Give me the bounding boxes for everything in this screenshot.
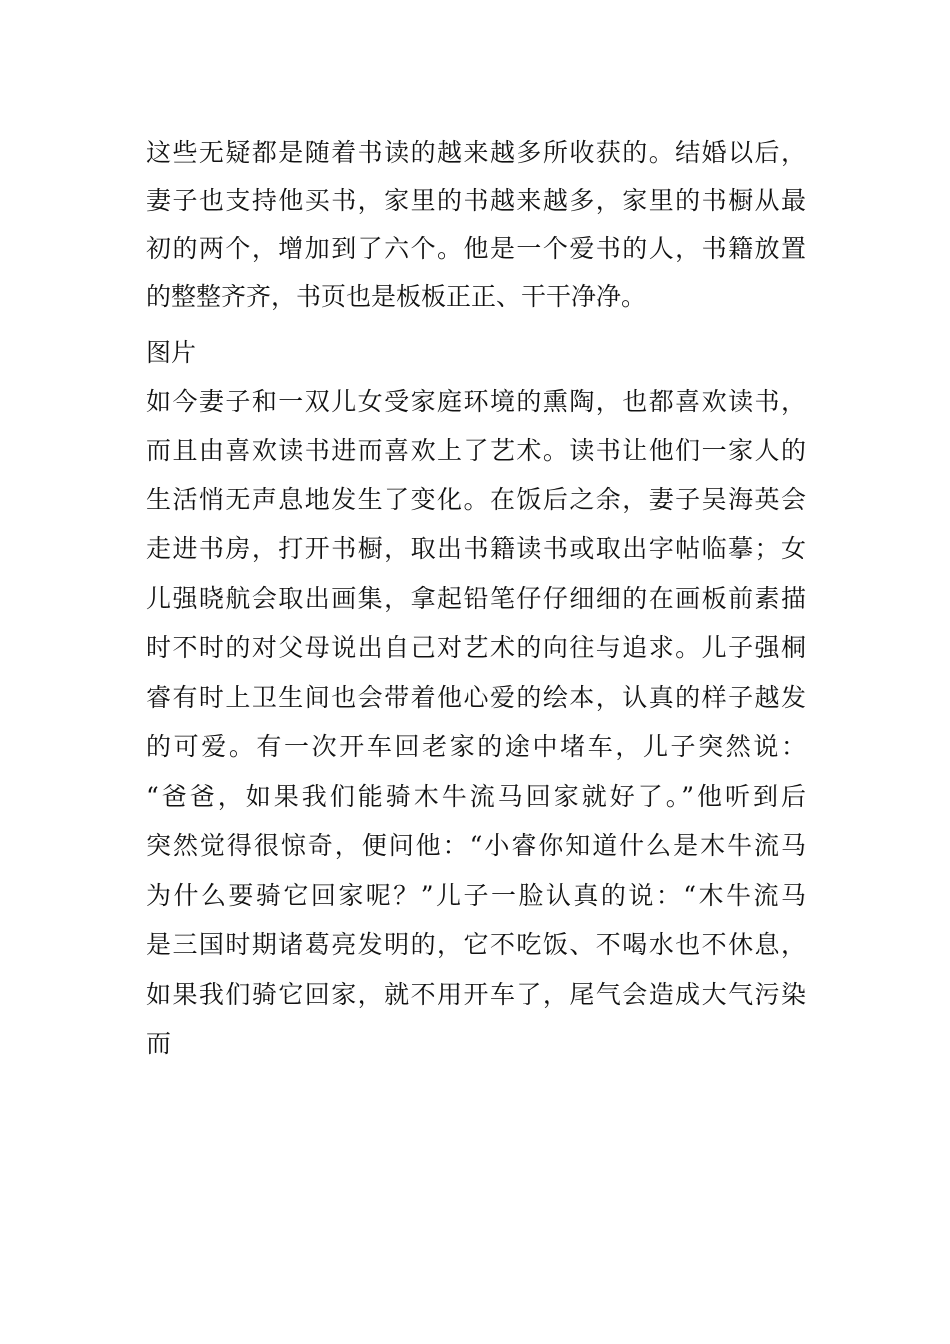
text-line: 这些无疑都是随着书读的越来越多所收获的。结婚以后，	[146, 138, 806, 167]
text-line: “爸爸，如果我们能骑木牛流马回家就好了。”他听到后	[146, 782, 806, 811]
text-line: 妻子也支持他买书，家里的书越来越多，家里的书橱从最	[146, 186, 806, 215]
text-line: 突然觉得很惊奇，便问他：“小睿你知道什么是木牛流马	[146, 831, 806, 860]
text-line: 而且由喜欢读书进而喜欢上了艺术。读书让他们一家人的	[146, 436, 806, 465]
text-line: 为什么要骑它回家呢？”儿子一脸认真的说：“木牛流马	[146, 881, 806, 910]
text-line: 儿强晓航会取出画集，拿起铅笔仔仔细细的在画板前素描	[146, 584, 806, 613]
text-line: 初的两个，增加到了六个。他是一个爱书的人，书籍放置	[146, 234, 806, 263]
text-line: 是三国时期诸葛亮发明的，它不吃饭、不喝水也不休息，	[146, 930, 806, 959]
text-line: 睿有时上卫生间也会带着他心爱的绘本，认真的样子越发	[146, 683, 806, 712]
text-line: 而	[146, 1029, 172, 1058]
text-line: 走进书房，打开书橱，取出书籍读书或取出字帖临摹；女	[146, 534, 806, 563]
text-line: 时不时的对父母说出自己对艺术的向往与追求。儿子强桐	[146, 633, 806, 662]
text-line: 的整整齐齐，书页也是板板正正、干干净净。	[146, 282, 647, 311]
image-placeholder-label: 图片	[146, 338, 197, 367]
text-line: 生活悄无声息地发生了变化。在饭后之余，妻子吴海英会	[146, 485, 806, 514]
text-line: 的可爱。有一次开车回老家的途中堵车，儿子突然说：	[146, 732, 806, 761]
text-line: 如果我们骑它回家，就不用开车了，尾气会造成大气污染	[146, 980, 806, 1009]
text-line: 如今妻子和一双儿女受家庭环境的熏陶，也都喜欢读书，	[146, 387, 806, 416]
